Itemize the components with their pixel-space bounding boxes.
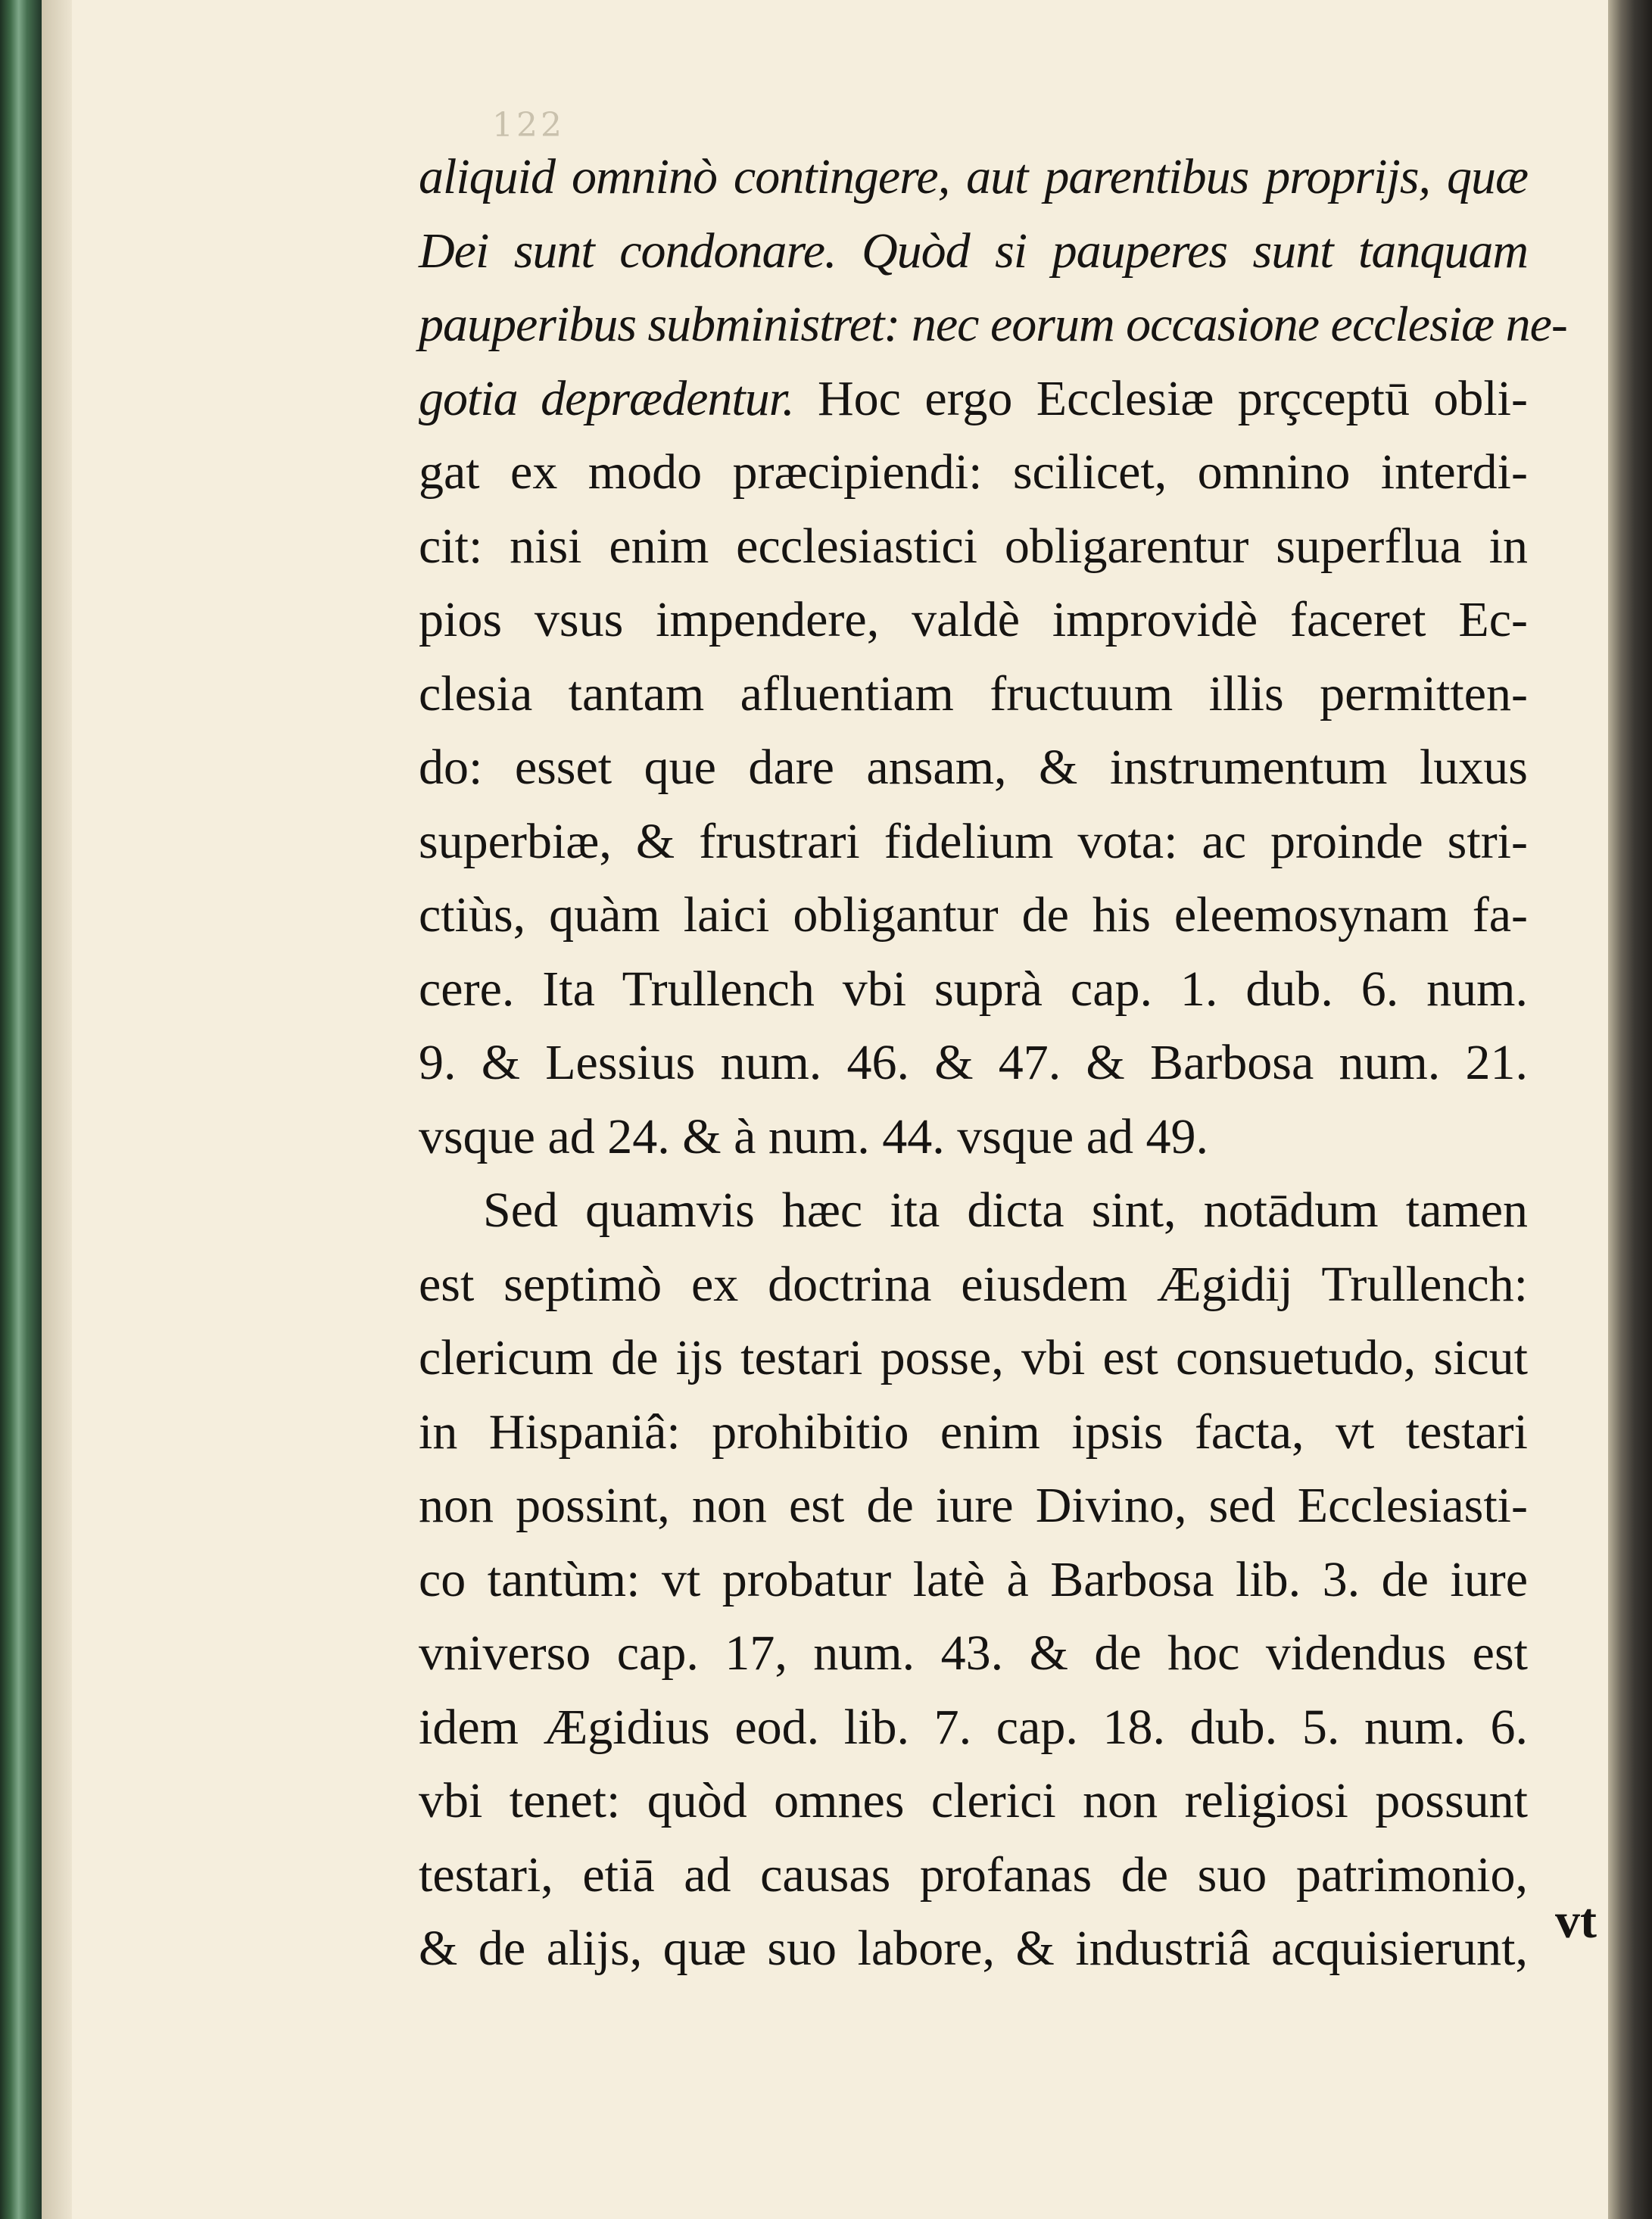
text-line [419, 1248, 1528, 1322]
roman-segment: vsque ad 24. & à num. 44. vsque ad 49. [419, 1108, 1209, 1164]
roman-segment: & de alijs, quæ suo labore, & industriâ acquisierunt, [419, 1921, 1528, 1976]
text-line [419, 288, 1567, 362]
text-line [419, 1616, 1528, 1691]
italic-segment: gotia deprædentur. [419, 370, 794, 426]
page-number: 122 [492, 106, 565, 145]
roman-segment: clericum de ijs testari posse, vbi est consuetudo, sicut [419, 1330, 1528, 1385]
roman-segment: cit: nisi enim ecclesiastici obligarentur superflua in [419, 518, 1528, 574]
text-line [419, 362, 1528, 436]
roman-segment: Sed quamvis hæc ita dicta sint, notādum tamen [483, 1183, 1528, 1238]
italic-segment: pauperibus subministret: nec eorum occasione ecclesiæ ne- [419, 297, 1567, 352]
text-line [419, 731, 1528, 805]
roman-segment: 9. & Lessius num. 46. & 47. & Barbosa num. 21. [419, 1035, 1528, 1090]
text-line [419, 1173, 1528, 1248]
text-line [419, 1764, 1528, 1838]
text-line [419, 1395, 1528, 1469]
text-line [419, 435, 1528, 510]
text-line [419, 1026, 1528, 1100]
roman-segment: in Hispaniâ: prohibitio enim ipsis facta, vt testari [419, 1404, 1528, 1460]
italic-segment: aliquid omninò contingere, aut parentibus proprijs, quæ [419, 149, 1528, 204]
roman-segment: ctiùs, quàm laici obligantur de his eleemosynam fa- [419, 887, 1528, 943]
text-line [419, 657, 1528, 731]
text-line [419, 805, 1528, 879]
roman-segment: idem Ægidius eod. lib. 7. cap. 18. dub. 5. num. 6. [419, 1699, 1528, 1755]
roman-segment: est septimò ex doctrina eiusdem Ægidij Trullench: [419, 1256, 1528, 1312]
text-line [419, 1469, 1528, 1543]
text-line [419, 510, 1528, 584]
page-fore-edge [1608, 0, 1652, 2219]
roman-segment: testari, etiā ad causas profanas de suo patrimonio, [419, 1847, 1528, 1903]
text-line [419, 878, 1528, 952]
roman-segment: non possint, non est de iure Divino, sed Ecclesiasti- [419, 1478, 1528, 1533]
roman-segment: pios vsus impendere, valdè improvidè faceret Ec- [419, 592, 1528, 647]
text-line [419, 952, 1528, 1027]
roman-segment: superbiæ, & frustrari fidelium vota: ac proinde stri- [419, 813, 1528, 869]
roman-segment: vniverso cap. 17, num. 43. & de hoc videndus est [419, 1625, 1528, 1681]
roman-segment: clesia tantam afluentiam fructuum illis permitten- [419, 665, 1528, 721]
page-gutter [42, 0, 72, 2219]
text-line [419, 1691, 1528, 1765]
main-text [419, 140, 1567, 1986]
text-line [419, 1912, 1528, 1986]
text-line [419, 1838, 1528, 1912]
roman-segment: Hoc ergo Ecclesiæ prçceptū obli- [817, 370, 1528, 426]
roman-segment: cere. Ita Trullench vbi suprà cap. 1. dub. 6. num. [419, 961, 1528, 1017]
roman-segment: do: esset que dare ansam, & instrumentum luxus [419, 740, 1528, 795]
catchword: vt [1555, 1893, 1597, 1949]
italic-segment: Dei sunt condonare. Quòd si pauperes sunt tanquam [419, 223, 1528, 279]
text-line [419, 214, 1528, 288]
text-line [419, 1543, 1528, 1617]
text-line [419, 1100, 1528, 1174]
roman-segment: gat ex modo præcipiendi: scilicet, omnino interdi- [419, 444, 1528, 500]
roman-segment: co tantùm: vt probatur latè à Barbosa lib. 3. de iure [419, 1551, 1528, 1607]
text-line [419, 140, 1528, 214]
text-line [419, 1321, 1528, 1395]
roman-segment: vbi tenet: quòd omnes clerici non religiosi possunt [419, 1773, 1528, 1828]
book-binding [0, 0, 42, 2219]
text-line [419, 583, 1528, 657]
